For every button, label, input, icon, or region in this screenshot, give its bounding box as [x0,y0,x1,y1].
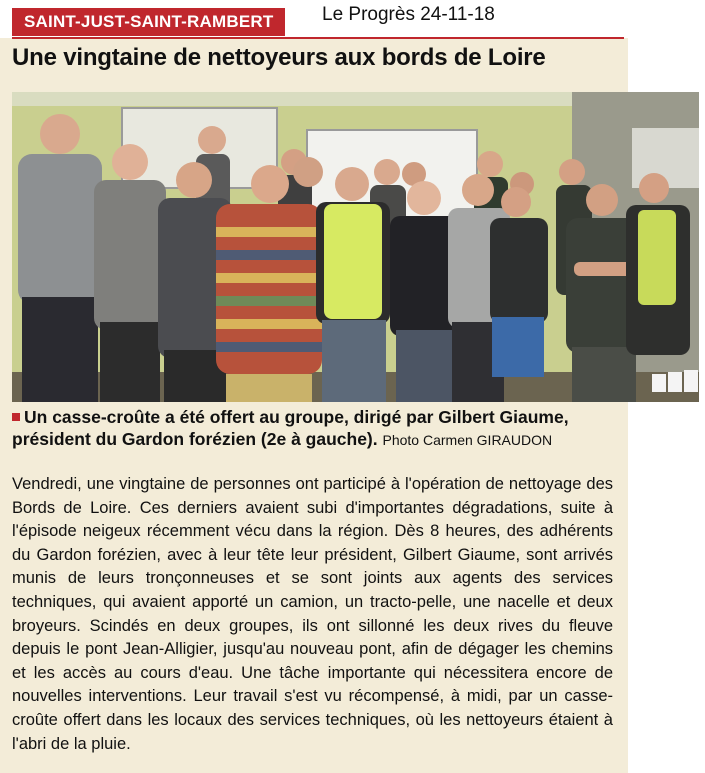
photo-credit: Photo Carmen GIRAUDON [382,432,553,448]
caption-bullet-icon [12,413,20,421]
caption-text: Un casse-croûte a été offert au groupe, dirigé par Gilbert Giaume, président du Gardon forézien (2e à gauche). [12,407,569,449]
article-body: Vendredi, une vingtaine de personnes ont participé à l'opération de nettoyage des Bords de Loire. Ces derniers avaient subi d'importantes dégradations, suite à l'épisode neigeux récemment vécu dans la région. Dès 8 heures, des adhérents du Gardon forézien, avec à leur tête leur président, Gilbert Giaume, sont arrivés munis de leurs tronçonneuses et se sont joints aux agents des services techniques, qui avaient apporté un camion, un tracto-pelle, une nacelle et deux broyeurs. Scindés en deux groupes, ils ont sillonné les deux rives du fleuve depuis le pont Jean-Alligier, jusqu'au nouveau pont, afin de dégager les chemins et les accès au cours d'eau. Une tâche importante qui nécessitera encore de nouvelles interventions. Leur travail s'est vu récompensé, à midi, par un casse-croûte offert dans les locaux des services techniques, où les nettoyeurs étaient à l'abri de la pluie. [12,475,613,753]
group-photo-image [12,92,699,402]
group-photo [12,92,699,402]
header-rule [12,37,624,39]
section-tag: SAINT-JUST-SAINT-RAMBERT [12,8,285,36]
headline: Une vingtaine de nettoyeurs aux bords de Loire [12,44,546,71]
photo-caption [12,406,624,451]
source-label: Le Progrès 24-11-18 [322,4,495,25]
